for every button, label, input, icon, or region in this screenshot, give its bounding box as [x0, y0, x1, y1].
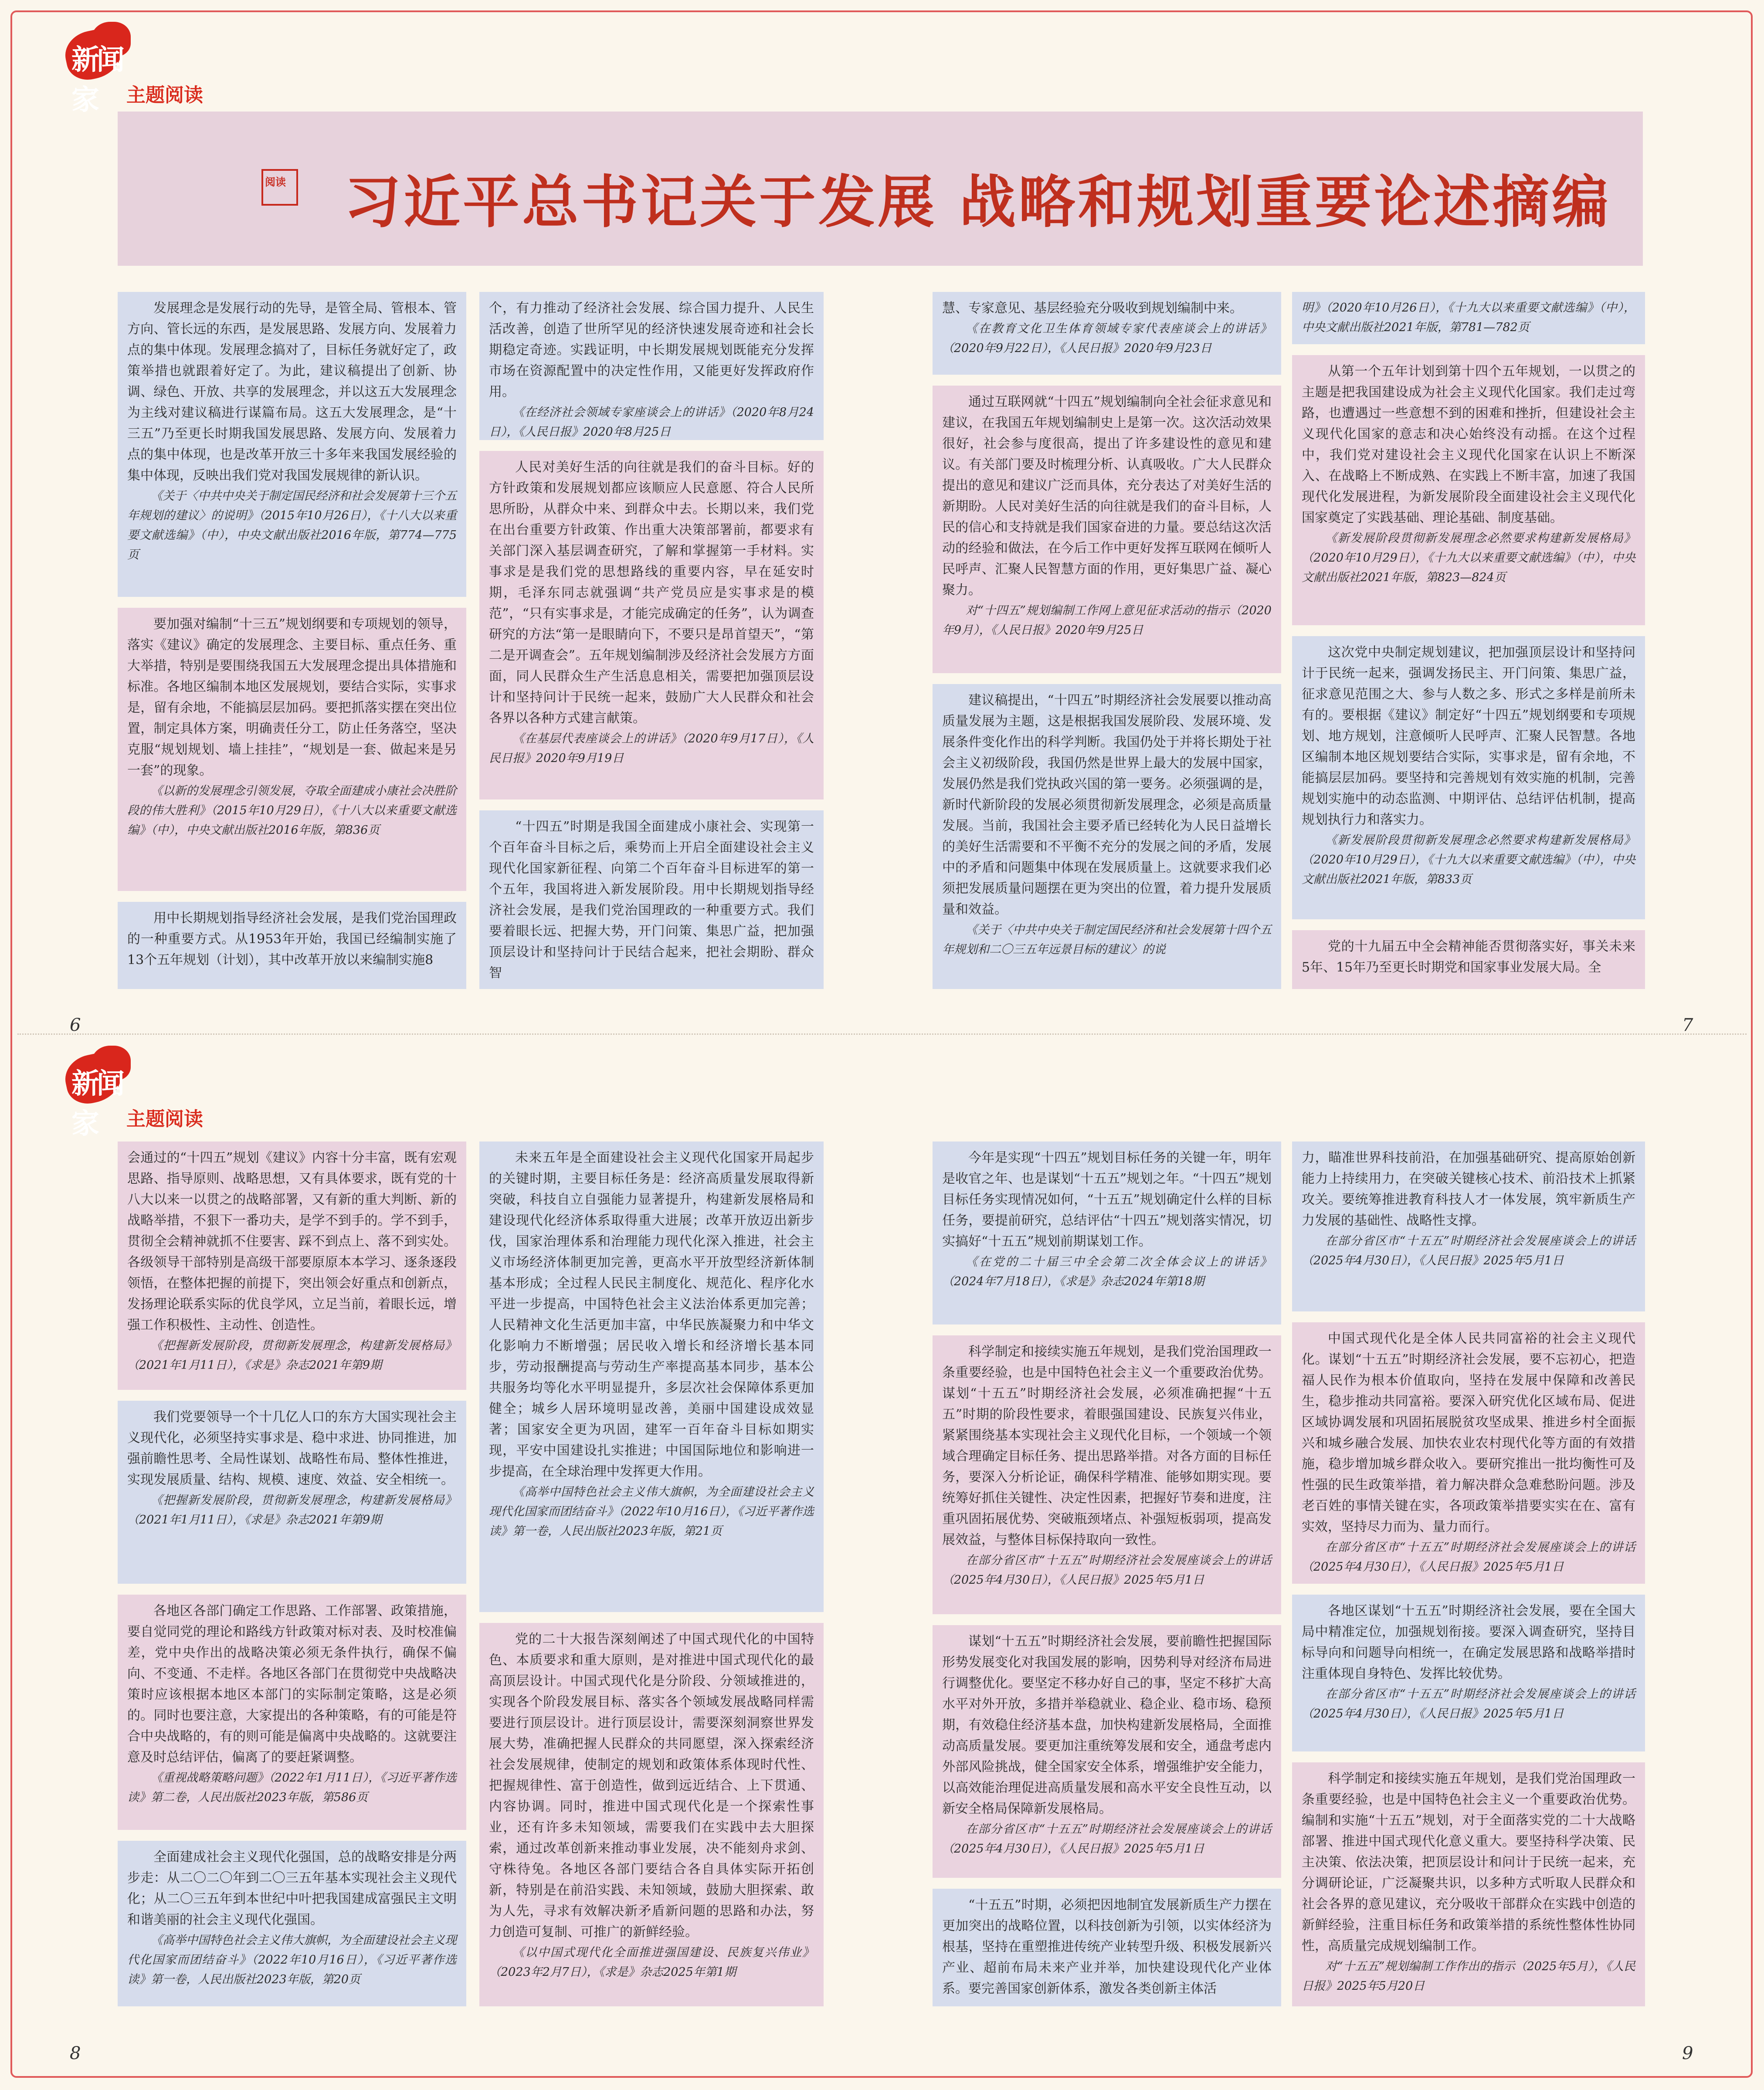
excerpt-block: 中国式现代化是全体人民共同富裕的社会主义现代化。谋划“十五五”时期经济社会发展，要不忘初心，把造福人民作为根本价值取向，坚持在发展中保障和改善民生，稳步推动共同富裕。要深入研究优化区域布局、促进区域协调发展和巩固拓展脱贫攻坚成果、推进乡村全面振兴和城乡融合发展、加快农业农村现代化等方面的有效措施，稳步增加城乡群众收入。要研究推出一批均衡性可及性强的民生政策举措，着力解决群众急难愁盼问题。涉及老百姓的事情关键在实，各项政策举措要实实在在、富有实效，坚持尽力而为、量力而行。 在部分省区市“十五五”时期经济社会发展座谈会上的讲话（2025年4月30日），《人民日报》2025年5月1日 [1292, 1322, 1645, 1584]
excerpt-block: 科学制定和接续实施五年规划，是我们党治国理政一条重要经验，也是中国特色社会主义一个重要政治优势。编制和实施“十五五”规划，对于全面落实党的二十大战略部署、推进中国式现代化意义重大。要坚持科学决策、民主决策、依法决策，把顶层设计和问计于民统一起来，充分调研论证，广泛凝聚共识，以多种方式听取人民群众和社会各界的意见建议，充分吸收干部群众在实践中创造的新鲜经验，注重目标任务和政策举措的系统性整体性协同性，高质量完成规划编制工作。 对“十五五”规划编制工作作出的指示（2025年5月），《人民日报》2025年5月20日 [1292, 1762, 1645, 2006]
excerpt-block: 今年是实现“十四五”规划目标任务的关键一年，明年是收官之年、也是谋划“十五五”规划之年。“十四五”规划目标任务实现情况如何，“十五五”规划确定什么样的目标任务，要提前研究，总结评估“十四五”规划落实情况，切实搞好“十五五”规划前期谋划工作。 《在党的二十届三中全会第二次全体会议上的讲话》（2024年7月18日），《求是》杂志2024年第18期 [933, 1142, 1281, 1324]
excerpt-block: 通过互联网就“十四五”规划编制向全社会征求意见和建议，在我国五年规划编制史上是第一次。这次活动效果很好，社会参与度很高，提出了许多建设性的意见和建议。有关部门要及时梳理分析、认真吸收。广大人民群众提出的意见和建议广泛而具体，充分表达了对美好生活的新期盼。人民对美好生活的向往就是我们的奋斗目标，人民的信心和支持就是我们国家奋进的力量。要总结这次活动的经验和做法，在今后工作中更好发挥互联网在倾听人民呼声、汇聚人民智慧方面的作用，更好集思广益、凝心聚力。 对“十四五”规划编制工作网上意见征求活动的指示（2020年9月），《人民日报》2020年9月25日 [933, 386, 1281, 673]
excerpt-block: 明》（2020年10月26日），《十九大以来重要文献选编》（中），中央文献出版社2021年版，第781—782页 [1292, 292, 1645, 344]
column-label: 主题阅读 [126, 84, 203, 106]
excerpt-block: 科学制定和接续实施五年规划，是我们党治国理政一条重要经验，也是中国特色社会主义一个重要政治优势。谋划“十五五”时期经济社会发展，必须准确把握“十五五”时期的阶段性要求，着眼强国建设、民族复兴伟业，紧紧围绕基本实现社会主义现代化目标，一个领域一个领域合理确定目标任务、提出思路举措。对各方面的目标任务，要深入分析论证，确保科学精准、能够如期实现。要统筹好抓住关键性、决定性因素，把握好节奏和进度，注重巩固拓展优势、突破瓶颈堵点、补强短板弱项，提高发展效益，与整体目标保持取向一致性。 在部分省区市“十五五”时期经济社会发展座谈会上的讲话（2025年4月30日），《人民日报》2025年5月1日 [933, 1335, 1281, 1614]
excerpt-block: 人民对美好生活的向往就是我们的奋斗目标。好的方针政策和发展规划都应该顺应人民意愿、符合人民所思所盼，从群众中来、到群众中去。长期以来，我们党在出台重要方针政策、作出重大决策部署前，都要求有关部门深入基层调查研究，了解和掌握第一手材料。实事求是是我们党的思想路线的重要内容，早在延安时期，毛泽东同志就强调“共产党员应是实事求是的模范”，“只有实事求是，才能完成确定的任务”，认为调查研究的方法“第一是眼睛向下，不要只是昂首望天”，“第二是开调查会”。五年规划编制涉及经济社会发展方方面面，同人民群众生产生活息息相关，需要把加强顶层设计和坚持问计于民统一起来，鼓励广大人民群众和社会各界以各种方式建言献策。 《在基层代表座谈会上的讲话》（2020年9月17日），《人民日报》2020年9月19日 [479, 451, 824, 799]
excerpt-block: 党的十九届五中全会精神能否贯彻落实好，事关未来5年、15年乃至更长时期党和国家事业发展大局。全 [1292, 930, 1645, 989]
excerpt-block: “十四五”时期是我国全面建成小康社会、实现第一个百年奋斗目标之后，乘势而上开启全面建设社会主义现代化国家新征程、向第二个百年奋斗目标进军的第一个五年，我国将进入新发展阶段。用中长期规划指导经济社会发展，是我们党治国理政的一种重要方式。我们要着眼长远、把握大势，开门问策、集思广益，把加强顶层设计和坚持问计于民结合起来，把社会期盼、群众智 [479, 810, 824, 989]
excerpt-block: 全面建成社会主义现代化强国，总的战略安排是分两步走：从二〇二〇年到二〇三五年基本实现社会主义现代化；从二〇三五年到本世纪中叶把我国建成富强民主文明和谐美丽的社会主义现代化强国。 《高举中国特色社会主义伟大旗帜，为全面建设社会主义现代化国家而团结奋斗》（2022年10月16日），《习近平著作选读》第一卷，人民出版社2023年版，第20页 [118, 1841, 466, 2006]
title-banner [118, 112, 1643, 266]
excerpt-block: 力，瞄准世界科技前沿，在加强基础研究、提高原始创新能力上持续用力，在突破关键核心技术、前沿技术上抓紧攻关。要统筹推进教育科技人才一体发展，筑牢新质生产力发展的基础性、战略性支撑。 在部分省区市“十五五”时期经济社会发展座谈会上的讲话（2025年4月30日），《人民日报》2025年5月1日 [1292, 1142, 1645, 1311]
spread-divider [17, 1033, 1747, 1035]
excerpt-block: “十五五”时期，必须把因地制宜发展新质生产力摆在更加突出的战略位置，以科技创新为引领，以实体经济为根基，坚持在重塑推进传统产业转型升级、积极发展新兴产业、超前布局未来产业并举，加快建设现代化产业体系。要完善国家创新体系，激发各类创新主体活 [933, 1889, 1281, 2006]
excerpt-block: 用中长期规划指导经济社会发展，是我们党治国理政的一种重要方式。从1953年开始，我国已经编制实施了13个五年规划（计划），其中改革开放以来编制实施8 [118, 902, 466, 989]
excerpt-block: 发展理念是发展行动的先导，是管全局、管根本、管方向、管长远的东西，是发展思路、发展方向、发展着力点的集中体现。发展理念搞对了，目标任务就好定了，政策举措也就跟着好定了。为此，建议稿提出了创新、协调、绿色、开放、共享的发展理念，并以这五大发展理念为主线对建议稿进行谋篇布局。这五大发展理念，是“十三五”乃至更长时期我国发展思路、发展方向、发展着力点的集中体现，也是改革开放三十多年来我国发展经验的集中体现，反映出我们党对我国发展规律的新认识。 《关于〈中共中央关于制定国民经济和社会发展第十三个五年规划的建议〉的说明》（2015年10月26日），《十八大以来重要文献选编》（中），中央文献出版社2016年版，第774—775页 [118, 292, 466, 597]
excerpt-block: 党的二十大报告深刻阐述了中国式现代化的中国特色、本质要求和重大原则，是对推进中国式现代化的最高顶层设计。中国式现代化是分阶段、分领域推进的，实现各个阶段发展目标、落实各个领域发展战略同样需要进行顶层设计。进行顶层设计，需要深刻洞察世界发展大势，准确把握人民群众的共同愿望，深入探索经济社会发展规律，使制定的规划和政策体系体现时代性、把握规律性、富于创造性，做到远近结合、上下贯通、内容协调。同时，推进中国式现代化是一个探索性事业，还有许多未知领域，需要我们在实践中去大胆探索，通过改革创新来推动事业发展，决不能刻舟求剑、守株待兔。各地区各部门要结合各自具体实际开拓创新，特别是在前沿实践、未知领域，鼓励大胆探索、敢为人先，寻求有效解决新矛盾新问题的思路和办法，努力创造可复制、可推广的新鲜经验。 《以中国式现代化全面推进强国建设、民族复兴伟业》（2023年2月7日），《求是》杂志2025年第1期 [479, 1623, 824, 2006]
read-icon: 阅读 [261, 169, 298, 206]
excerpt-block: 从第一个五年计划到第十四个五年规划，一以贯之的主题是把我国建设成为社会主义现代化国家。我们走过弯路，也遭遇过一些意想不到的困难和挫折，但建设社会主义现代化国家的意志和决心始终没有动摇。在这个过程中，我们党对建设社会主义现代化国家在认识上不断深入、在战略上不断成熟、在实践上不断丰富，加速了我国现代化发展进程，为新发展阶段全面建设社会主义现代化国家奠定了实践基础、理论基础、制度基础。 《新发展阶段贯彻新发展理念必然要求构建新发展格局》（2020年10月29日），《十九大以来重要文献选编》（中），中央文献出版社2021年版，第823—824页 [1292, 355, 1645, 625]
excerpt-block: 这次党中央制定规划建议，把加强顶层设计和坚持问计于民统一起来，强调发扬民主、开门问策、集思广益，征求意见范围之大、参与人数之多、形式之多样是前所未有的。要根据《建议》制定好“十四五”规划纲要和专项规划、地方规划，注意倾听人民呼声、汇聚人民智慧。各地区编制本地区规划要结合实际，实事求是，留有余地，不能搞层层加码。要坚持和完善规划有效实施的机制，完善规划实施中的动态监测、中期评估、总结评估机制，提高规划执行力和落实力。 《新发展阶段贯彻新发展理念必然要求构建新发展格局》（2020年10月29日），《十九大以来重要文献选编》（中），中央文献出版社2021年版，第833页 [1292, 636, 1645, 919]
page-number: 6 [70, 1015, 81, 1035]
excerpt-block: 会通过的“十四五”规划《建议》内容十分丰富，既有宏观思路、指导原则、战略思想，又有具体要求，既有党的十八大以来一以贯之的战略部署，又有新的重大判断、新的战略举措，不狠下一番功夫，是学不到手的。学不到手，贯彻全会精神就抓不住要害、踩不到点上、落不到实处。各级领导干部特别是高级干部要原原本本学习、逐条逐段领悟，在整体把握的前提下，突出领会好重点和创新点，发扬理论联系实际的优良学风，立足当前，着眼长远，增强工作积极性、主动性、创造性。 《把握新发展阶段，贯彻新发展理念，构建新发展格局》（2021年1月11日），《求是》杂志2021年第9期 [118, 1142, 466, 1390]
excerpt-block: 谋划“十五五”时期经济社会发展，要前瞻性把握国际形势发展变化对我国发展的影响，因势利导对经济布局进行调整优化。要坚定不移办好自己的事，坚定不移扩大高水平对外开放，多措并举稳就业、稳企业、稳市场、稳预期，有效稳住经济基本盘，加快构建新发展格局，全面推动高质量发展。要更加注重统筹发展和安全，通盘考虑内外部风险挑战，健全国家安全体系，增强维护安全能力，以高效能治理促进高质量发展和高水平安全良性互动，以新安全格局保障新发展格局。 在部分省区市“十五五”时期经济社会发展座谈会上的讲话（2025年4月30日），《人民日报》2025年5月1日 [933, 1625, 1281, 1878]
column-label-2: 主题阅读 [126, 1108, 203, 1130]
magazine-logo: 新闻家 [61, 22, 135, 87]
page-number: 7 [1682, 1015, 1693, 1035]
excerpt-block: 要加强对编制“十三五”规划纲要和专项规划的领导，落实《建议》确定的发展理念、主要目标、重点任务、重大举措，特别是要围绕我国五大发展理念提出具体措施和标准。各地区编制本地区发展规划，要结合实际，实事求是，留有余地，不能搞层层加码。要把抓落实摆在突出位置，制定具体方案，明确责任分工，防止任务落空，坚决克服“规划规划、墙上挂挂”，“规划是一套、做起来是另一套”的现象。 《以新的发展理念引领发展，夺取全面建成小康社会决胜阶段的伟大胜利》（2015年10月29日），《十八大以来重要文献选编》（中），中央文献出版社2016年版，第836页 [118, 608, 466, 891]
excerpt-block: 个，有力推动了经济社会发展、综合国力提升、人民生活改善，创造了世所罕见的经济快速发展奇迹和社会长期稳定奇迹。实践证明，中长期发展规划既能充分发挥市场在资源配置中的决定性作用，又能更好发挥政府作用。 《在经济社会领域专家座谈会上的讲话》（2020年8月24日），《人民日报》2020年8月25日 [479, 292, 824, 440]
excerpt-block: 我们党要领导一个十几亿人口的东方大国实现社会主义现代化，必须坚持实事求是、稳中求进、协同推进，加强前瞻性思考、全局性谋划、战略性布局、整体性推进，实现发展质量、结构、规模、速度、效益、安全相统一。 《把握新发展阶段，贯彻新发展理念，构建新发展格局》（2021年1月11日），《求是》杂志2021年第9期 [118, 1401, 466, 1584]
page-number: 8 [70, 2043, 81, 2063]
page-title: 习近平总书记关于发展 战略和规划重要论述摘编 [344, 169, 1611, 235]
page-number: 9 [1682, 2043, 1693, 2063]
magazine-logo-2: 新闻家 [61, 1046, 135, 1111]
excerpt-block: 慧、专家意见、基层经验充分吸收到规划编制中来。 《在教育文化卫生体育领域专家代表座谈会上的讲话》（2020年9月22日），《人民日报》2020年9月23日 [933, 292, 1281, 375]
excerpt-block: 未来五年是全面建设社会主义现代化国家开局起步的关键时期，主要目标任务是：经济高质量发展取得新突破，科技自立自强能力显著提升，构建新发展格局和建设现代化经济体系取得重大进展；改革开放迈出新步伐，国家治理体系和治理能力现代化深入推进，社会主义市场经济体制更加完善，更高水平开放型经济新体制基本形成；全过程人民民主制度化、规范化、程序化水平进一步提高，中国特色社会主义法治体系更加完善；人民精神文化生活更加丰富，中华民族凝聚力和中华文化影响力不断增强；居民收入增长和经济增长基本同步，劳动报酬提高与劳动生产率提高基本同步，基本公共服务均等化水平明显提升，多层次社会保障体系更加健全；城乡人居环境明显改善，美丽中国建设成效显著；国家安全更为巩固，建军一百年奋斗目标如期实现，平安中国建设扎实推进；中国国际地位和影响进一步提高，在全球治理中发挥更大作用。 《高举中国特色社会主义伟大旗帜，为全面建设社会主义现代化国家而团结奋斗》（2022年10月16日），《习近平著作选读》第一卷，人民出版社2023年版，第21页 [479, 1142, 824, 1612]
excerpt-block: 建议稿提出，“十四五”时期经济社会发展要以推动高质量发展为主题，这是根据我国发展阶段、发展环境、发展条件变化作出的科学判断。我国仍处于并将长期处于社会主义初级阶段，我国仍然是世界上最大的发展中国家，发展仍然是我们党执政兴国的第一要务。必须强调的是，新时代新阶段的发展必须贯彻新发展理念，必须是高质量发展。当前，我国社会主要矛盾已经转化为人民日益增长的美好生活需要和不平衡不充分的发展之间的矛盾，发展中的矛盾和问题集中体现在发展质量上。这就要求我们必须把发展质量问题摆在更为突出的位置，着力提升发展质量和效益。 《关于〈中共中央关于制定国民经济和社会发展第十四个五年规划和二〇三五年远景目标的建议〉的说 [933, 684, 1281, 989]
excerpt-block: 各地区各部门确定工作思路、工作部署、政策措施，要自觉同党的理论和路线方针政策对标对表、及时校准偏差，党中央作出的战略决策必须无条件执行，确保不偏向、不变通、不走样。各地区各部门在贯彻党中央战略决策时应该根据本地区本部门的实际制定策略，这是必须的。同时也要注意，大家提出的各种策略，有的可能是符合中央战略的，有的则可能是偏离中央战略的。这就要注意及时总结评估，偏离了的要赶紧调整。 《重视战略策略问题》（2022年1月11日），《习近平著作选读》第二卷，人民出版社2023年版，第586页 [118, 1595, 466, 1830]
excerpt-block: 各地区谋划“十五五”时期经济社会发展，要在全国大局中精准定位，加强规划衔接。要深入调查研究，坚持目标导向和问题导向相统一，在确定发展思路和战略举措时注重体现自身特色、发挥比较优势。 在部分省区市“十五五”时期经济社会发展座谈会上的讲话（2025年4月30日），《人民日报》2025年5月1日 [1292, 1595, 1645, 1751]
